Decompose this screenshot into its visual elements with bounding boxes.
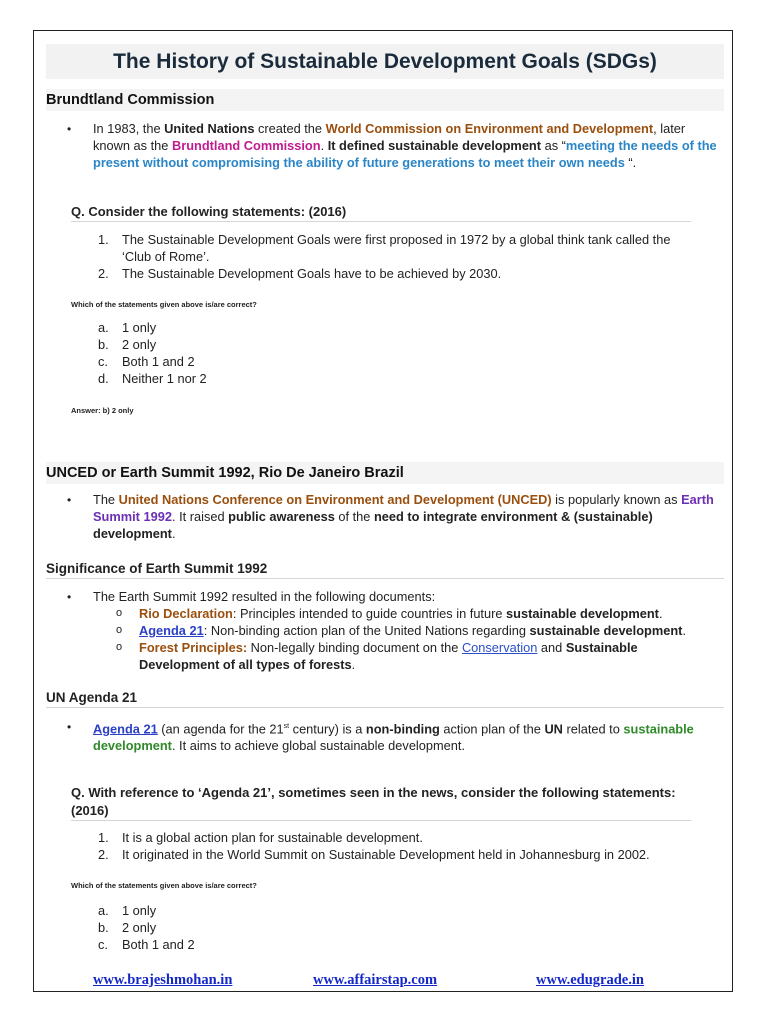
bullet-dot: • [67, 493, 72, 507]
option-item: c. Both 1 and 2 [98, 937, 195, 952]
agenda21-paragraph: Agenda 21 (an agenda for the 21st century) is a non-binding action plan of the UN related to sustainable development. It aims to achieve global sustainable development. [93, 721, 694, 754]
q1-statements [98, 231, 698, 282]
option-item: c. Both 1 and 2 [98, 354, 195, 369]
divider [46, 578, 724, 579]
conservation-link[interactable]: Conservation [461, 640, 538, 655]
divider [71, 221, 691, 222]
significance-intro: The Earth Summit 1992 resulted in the following documents: [93, 589, 436, 604]
list-item: 1. It is a global action plan for sustainable development. [98, 830, 423, 845]
question-1: Q. Consider the following statements: (2016) [71, 204, 347, 219]
footer-link-brajeshmohan[interactable]: www.brajeshmohan.in [93, 972, 233, 988]
section-heading-significance: Significance of Earth Summit 1992 [46, 561, 268, 576]
option-item: a. 1 only [98, 903, 157, 918]
option-item: b. 2 only [98, 920, 157, 935]
title-bar [46, 44, 724, 79]
footer-link-edugrade[interactable]: www.edugrade.in [536, 972, 644, 988]
page-title: The History of Sustainable Development Goals (SDGs) [113, 50, 657, 73]
q2-statements [98, 829, 718, 863]
agenda-21-link[interactable]: Agenda 21 [93, 721, 158, 737]
doc-item-forest: Forest Principles: Non-legally binding document on the Conservation and Sustainable Development of all types of forests. [139, 640, 638, 672]
agenda-21-link[interactable]: Agenda 21 [139, 623, 204, 638]
section-heading-agenda21: UN Agenda 21 [46, 690, 138, 705]
bullet-dot: • [67, 122, 72, 136]
section-heading-brundtland: Brundtland Commission [46, 89, 724, 111]
option-item: b. 2 only [98, 337, 157, 352]
option-item: d. Neither 1 nor 2 [98, 371, 207, 386]
footer-link-affairstap[interactable]: www.affairstap.com [313, 972, 438, 988]
sub-bullet: o [116, 624, 123, 636]
q1-prompt: Which of the statements given above is/are correct? [71, 300, 257, 309]
q1-answer: Answer: b) 2 only [71, 406, 134, 415]
section-heading-unced: UNCED or Earth Summit 1992, Rio De Janeiro Brazil [46, 462, 724, 484]
list-item: 1. The Sustainable Development Goals were first proposed in 1972 by a global think tank called the ‘Club of Rome’. [98, 232, 671, 264]
q2-options [98, 902, 398, 953]
brundtland-paragraph: In 1983, the United Nations created the World Commission on Environment and Development, later known as the Brundtland Commission. It defined sustainable development as “meeting the needs of the present without compromising the ability of future generations to meet their own needs “. [93, 121, 717, 170]
bullet-dot: • [67, 590, 72, 604]
divider [71, 820, 691, 821]
divider [46, 707, 724, 708]
doc-item-rio: Rio Declaration: Principles intended to guide countries in future sustainable development. [139, 606, 663, 621]
list-item: 2. It originated in the World Summit on Sustainable Development held in Johannesburg in 2002. [98, 847, 650, 862]
doc-item-agenda21: Agenda 21: Non-binding action plan of the United Nations regarding sustainable development. [139, 623, 687, 638]
sub-bullet: o [116, 607, 123, 619]
bullet-dot: • [67, 720, 72, 734]
option-item: a. 1 only [98, 320, 157, 335]
q1-options [98, 319, 398, 387]
sub-bullet: o [116, 641, 123, 653]
list-item: 2. The Sustainable Development Goals have to be achieved by 2030. [98, 266, 502, 281]
q2-prompt: Which of the statements given above is/are correct? [71, 881, 257, 890]
question-2: Q. With reference to ‘Agenda 21’, sometimes seen in the news, consider the following statements: (2016) [71, 785, 676, 818]
unced-paragraph: The United Nations Conference on Environment and Development (UNCED) is popularly known as Earth Summit 1992. It raised public awareness of the need to integrate environment & (sustainable) development. [93, 492, 714, 541]
